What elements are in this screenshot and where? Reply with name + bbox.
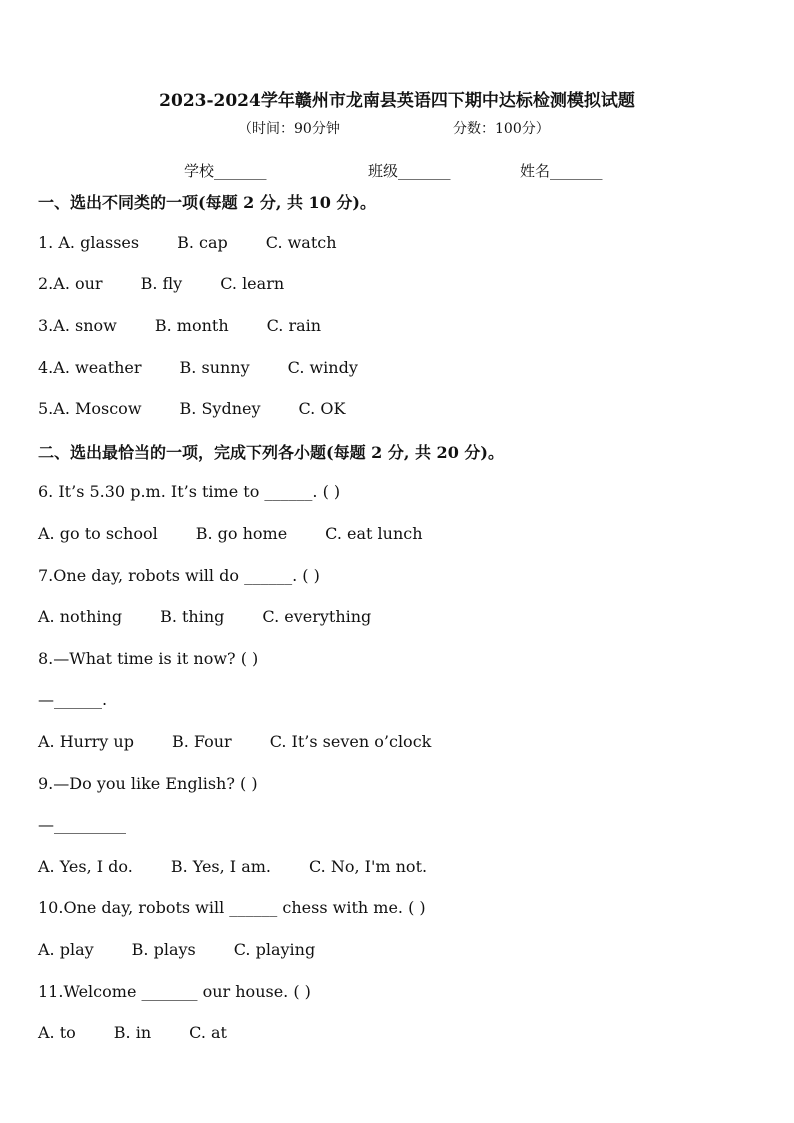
option-c: C. rain xyxy=(266,316,322,335)
option-c: C. windy xyxy=(287,358,358,377)
question-8-stem: 8.—What time is it now? ( ) xyxy=(38,649,259,668)
option-b: B. thing xyxy=(160,607,225,626)
option-a: A. Yes, I do. xyxy=(38,857,133,876)
time-limit: （时间：90分钟 xyxy=(238,121,340,137)
option-c: C. OK xyxy=(298,399,346,418)
option-c: C. It’s seven o’clock xyxy=(269,732,432,751)
question-number: 3. xyxy=(38,316,54,335)
question-11-options xyxy=(38,1023,227,1042)
school-field: 学校_______ xyxy=(184,162,267,180)
option-c: C. watch xyxy=(265,233,337,252)
option-b: B. Yes, I am. xyxy=(170,857,271,876)
option-c: C. at xyxy=(189,1023,227,1042)
question-1 xyxy=(38,233,337,252)
question-number: 5. xyxy=(38,399,54,418)
option-a: A. play xyxy=(38,940,94,959)
option-b: B. sunny xyxy=(179,358,250,377)
option-a: A. Moscow xyxy=(53,399,142,418)
question-6-stem: 6. It’s 5.30 p.m. It’s time to ______. ( ) xyxy=(38,482,341,501)
option-c: C. playing xyxy=(233,940,316,959)
question-number: 2. xyxy=(38,274,54,293)
question-9-stem: 9.—Do you like English? ( ) xyxy=(38,774,258,793)
section-1-heading: 一、选出不同类的一项(每题 2 分, 共 10 分)。 xyxy=(38,193,376,212)
option-a: A. Hurry up xyxy=(38,732,134,751)
name-field: 姓名_______ xyxy=(520,162,603,180)
page-title: 2023-2024学年赣州市龙南县英语四下期中达标检测模拟试题 xyxy=(159,91,635,111)
question-3 xyxy=(38,316,321,335)
question-8-answer-blank: —______. xyxy=(38,690,108,709)
question-10-stem: 10.One day, robots will ______ chess with me. ( ) xyxy=(38,898,426,917)
option-a: A. to xyxy=(38,1023,76,1042)
question-7-options xyxy=(38,607,371,626)
question-9-options xyxy=(38,857,427,876)
option-b: B. in xyxy=(113,1023,152,1042)
option-b: B. Four xyxy=(171,732,232,751)
option-c: C. learn xyxy=(220,274,285,293)
class-field: 班级_______ xyxy=(368,162,451,180)
question-8-options xyxy=(38,732,431,751)
option-c: C. eat lunch xyxy=(325,524,423,543)
option-b: B. cap xyxy=(177,233,228,252)
question-5 xyxy=(38,399,345,418)
question-6-options xyxy=(38,524,423,543)
option-b: B. fly xyxy=(140,274,183,293)
question-number: 4. xyxy=(38,358,54,377)
option-b: B. month xyxy=(154,316,229,335)
question-7-stem: 7.One day, robots will do ______. ( ) xyxy=(38,566,320,585)
question-9-answer-blank: —_________ xyxy=(38,815,126,834)
option-c: C. No, I'm not. xyxy=(309,857,428,876)
question-4 xyxy=(38,358,358,377)
question-2 xyxy=(38,274,284,293)
option-c: C. everything xyxy=(262,607,372,626)
total-score: 分数：100分） xyxy=(453,121,550,137)
option-a: A. go to school xyxy=(38,524,158,543)
option-a: A. snow xyxy=(53,316,117,335)
option-b: B. plays xyxy=(131,940,196,959)
question-11-stem: 11.Welcome _______ our house. ( ) xyxy=(38,982,311,1001)
option-a: A. weather xyxy=(53,358,142,377)
option-a: A. our xyxy=(53,274,103,293)
option-a: A. nothing xyxy=(38,607,123,626)
option-b: B. Sydney xyxy=(179,399,261,418)
option-a: A. glasses xyxy=(58,233,140,252)
section-2-heading: 二、选出最恰当的一项，完成下列各小题(每题 2 分, 共 20 分)。 xyxy=(38,443,504,462)
question-10-options xyxy=(38,940,315,959)
question-number: 1. xyxy=(38,233,59,252)
option-b: B. go home xyxy=(195,524,288,543)
